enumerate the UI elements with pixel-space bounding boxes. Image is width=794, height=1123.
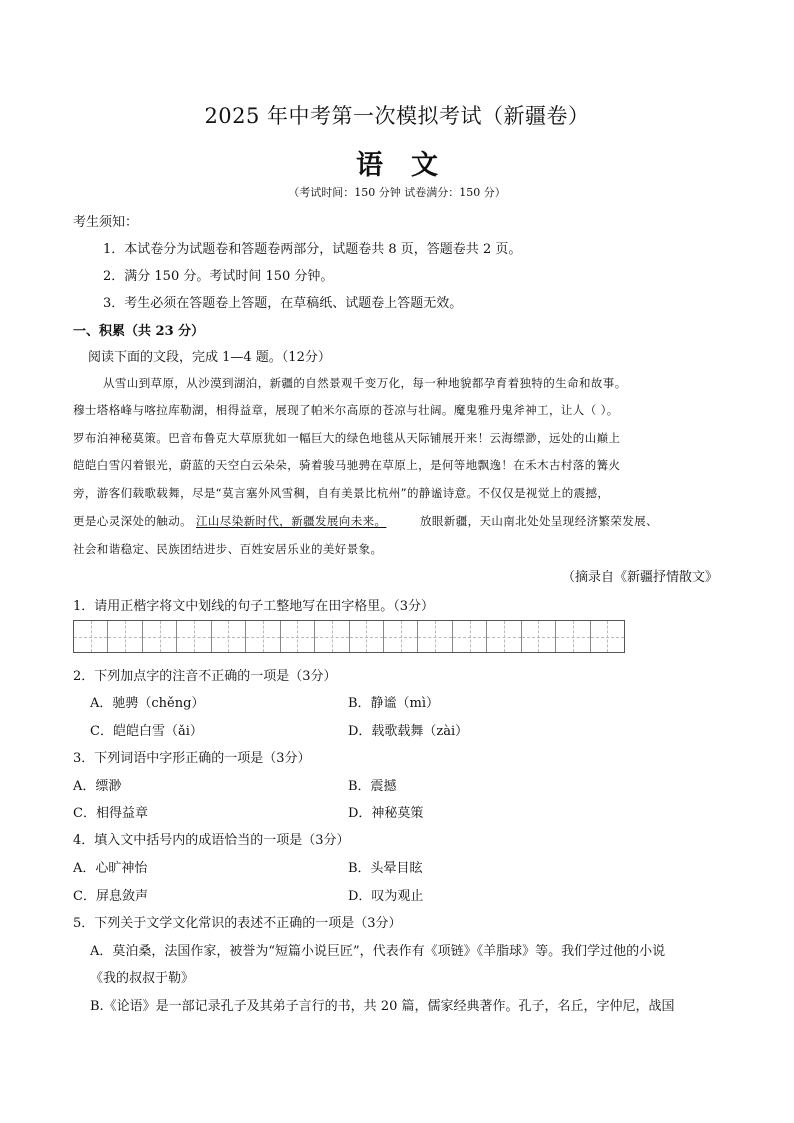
subject-title: 语文 [356, 150, 466, 181]
q2-option-d[interactable]: D．载歌载舞（zài） [348, 724, 469, 739]
passage-line: 社会和谐稳定、民族团结进步、百姓安居乐业的美好景象。 [73, 542, 383, 556]
notice-item: 3．考生必须在答题卷上答题，在草稿纸、试题卷上答题无效。 [103, 296, 463, 311]
q5-option-a[interactable]: A．莫泊桑，法国作家，被誉为“短篇小说巨匠”，代表作有《项链》《羊脂球》等。我们学过他的小说 [90, 944, 666, 959]
notice-item: 2．满分 150 分。考试时间 150 分钟。 [103, 269, 334, 284]
q3-option-a[interactable]: A．缥渺 [73, 779, 122, 794]
writing-grid[interactable] [73, 620, 625, 653]
q3-option-c[interactable]: C．相得益章 [73, 806, 148, 821]
q5-option-b[interactable]: B.《论语》是一部记录孔子及其弟子言行的书，共 20 篇，儒家经典著作。孔子，名丘，字仲尼，战国 [90, 999, 675, 1014]
q3-option-b[interactable]: B．震撼 [348, 779, 397, 794]
passage-line: 旁，游客们载歌载舞，尽是“莫言塞外风雪稠，自有美景比杭州”的静谧诗意。不仅仅是视觉上的震撼， [73, 486, 610, 500]
exam-title: 2025 年中考第一次模拟考试（新疆卷） [204, 104, 590, 128]
section-heading: 一、积累（共 23 分） [73, 324, 205, 339]
q2-option-c[interactable]: C．皑皑白雪（ǎi） [90, 724, 203, 739]
passage-line: 穆士塔格峰与喀拉库勒湖，相得益章，展现了帕米尔高原的苍凉与壮阔。魔鬼雅丹鬼斧神工，让人（ ）。 [73, 403, 619, 417]
question-5: 5．下列关于文学文化常识的表述不正确的一项是（3分） [73, 916, 402, 931]
q2-option-b[interactable]: B．静谧（mì） [348, 696, 440, 711]
underlined-sentence: 江山尽染新时代，新疆发展向未来。 [196, 514, 387, 528]
q4-option-d[interactable]: D．叹为观止 [348, 889, 424, 904]
passage-source: （摘录自《新疆抒情散文》 [561, 570, 718, 585]
passage-line: 皑皑白雪闪着银光，蔚蓝的天空白云朵朵，骑着骏马驰骋在草原上，是何等地飘逸！在禾木古村落的篝火 [73, 458, 621, 472]
passage-line: 从雪山到草原，从沙漠到湖泊，新疆的自然景观千变万化，每一种地貌都孕育着独特的生命和故事。 [103, 376, 627, 390]
q3-option-d[interactable]: D．神秘莫策 [348, 806, 424, 821]
reading-instruction: 阅读下面的文段，完成 1—4 题。（12分） [88, 350, 331, 365]
passage-line: 更是心灵深处的触动。 [73, 514, 192, 528]
q4-option-c[interactable]: C．屏息敛声 [73, 889, 148, 904]
q4-option-b[interactable]: B．头晕目眩 [348, 861, 423, 876]
exam-info: （考试时间：150 分钟 试卷满分：150 分） [288, 186, 506, 199]
notice-heading: 考生须知： [73, 215, 139, 230]
question-2: 2．下列加点字的注音不正确的一项是（3分） [73, 669, 337, 684]
question-3: 3．下列词语中字形正确的一项是（3分） [73, 751, 311, 766]
q2-option-a[interactable]: A．驰骋（chěng） [90, 696, 205, 711]
q5-option-a-cont: 《我的叔叔于勒》 [90, 971, 195, 986]
notice-item: 1．本试卷分为试题卷和答题卷两部分，试题卷共 8 页，答题卷共 2 页。 [103, 242, 522, 257]
q4-option-a[interactable]: A．心旷神怡 [73, 861, 148, 876]
passage-line: 放眼新疆，天山南北处处呈现经济繁荣发展、 [420, 514, 658, 528]
question-4: 4．填入文中括号内的成语恰当的一项是（3分） [73, 833, 350, 848]
passage-line: 罗布泊神秘莫策。巴音布鲁克大草原犹如一幅巨大的绿色地毯从天际铺展开来！云海缥渺，远处的山巅上 [73, 431, 621, 445]
question-1: 1．请用正楷字将文中划线的句子工整地写在田字格里。（3分） [73, 599, 435, 614]
